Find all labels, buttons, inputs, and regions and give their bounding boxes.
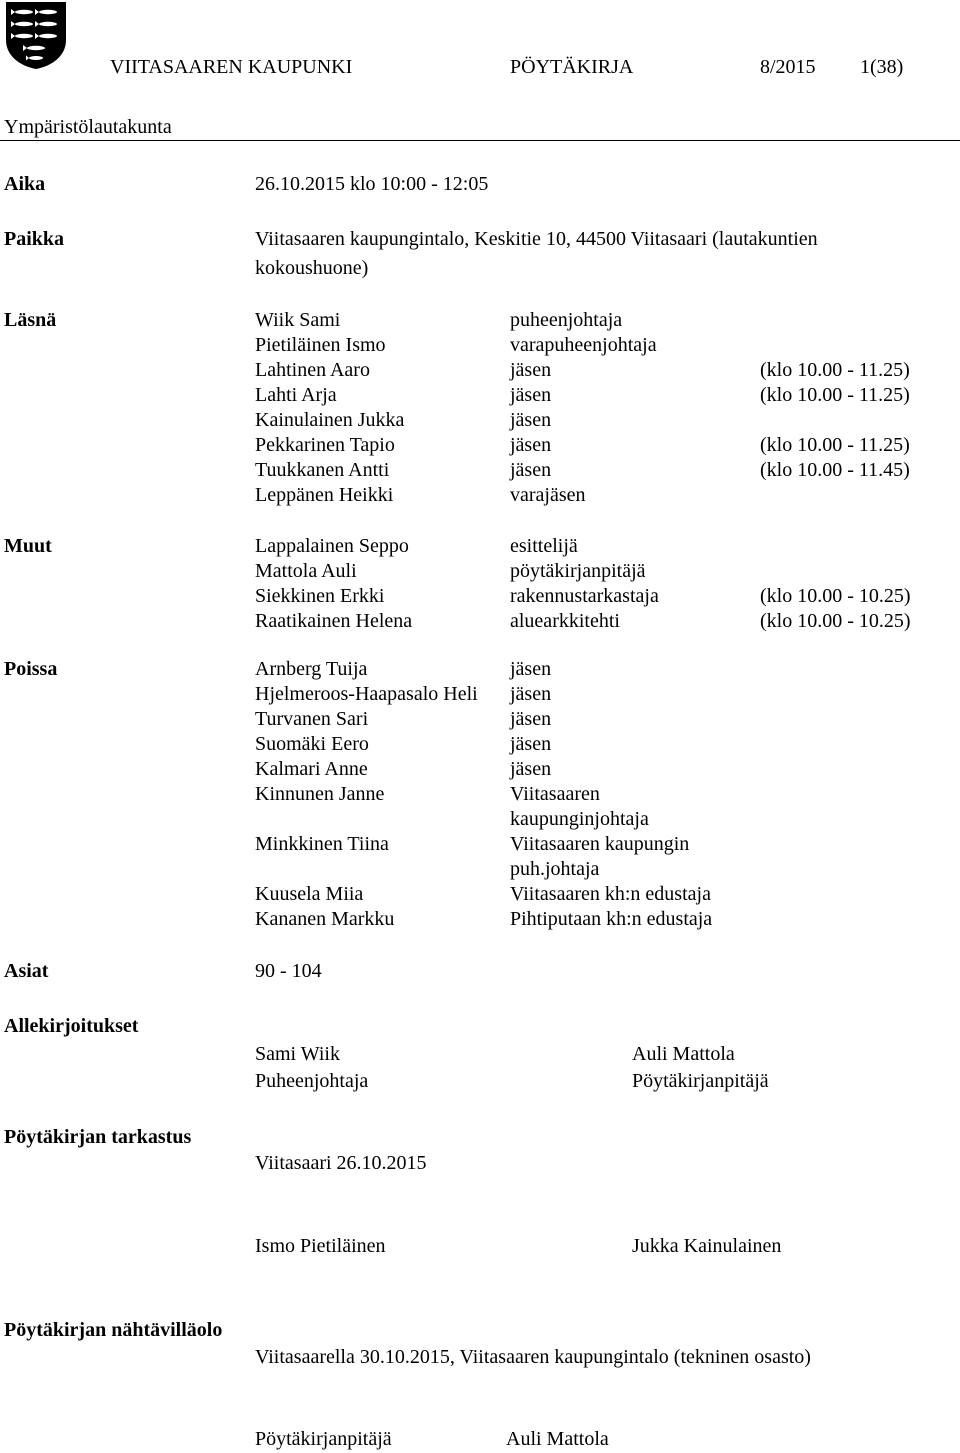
nahtavilla-label: Pöytäkirjan nähtävilläolo: [4, 1319, 223, 1341]
header-page: 1(38): [860, 56, 904, 78]
lasna-time: (klo 10.00 - 11.25): [760, 359, 910, 381]
muut-role: esittelijä: [510, 535, 578, 557]
lasna-name: Leppänen Heikki: [255, 484, 394, 506]
poissa-role: jäsen: [510, 658, 552, 680]
poissa-name: Kalmari Anne: [255, 758, 368, 780]
poissa-name: Minkkinen Tiina: [255, 833, 389, 855]
poissa-role: jäsen: [510, 758, 552, 780]
allekirjoitukset-label: Allekirjoitukset: [4, 1015, 139, 1037]
signer-secretary-name: Auli Mattola: [632, 1043, 735, 1065]
muut-time: (klo 10.00 - 10.25): [760, 610, 911, 632]
paikka-line1: Viitasaaren kaupungintalo, Keskitie 10, 44500 Viitasaari (lautakuntien: [255, 228, 818, 250]
lasna-role: puheenjohtaja: [510, 309, 623, 331]
poissa-label: Poissa: [4, 658, 58, 680]
lasna-name: Lahti Arja: [255, 384, 337, 406]
inspector-1-name: Ismo Pietiläinen: [255, 1235, 386, 1257]
signer-chair-title: Puheenjohtaja: [255, 1070, 369, 1092]
inspector-2-name: Jukka Kainulainen: [632, 1235, 782, 1257]
lasna-role: varajäsen: [510, 484, 586, 506]
poissa-role: jäsen: [510, 708, 552, 730]
lasna-name: Tuukkanen Antti: [255, 459, 390, 481]
poissa-name: Kinnunen Janne: [255, 783, 385, 805]
muut-role: aluearkkitehti: [510, 610, 620, 632]
poissa-name: Kuusela Miia: [255, 883, 364, 905]
muut-role: rakennustarkastaja: [510, 585, 659, 607]
poissa-role: Viitasaaren kaupungin: [510, 833, 690, 855]
lasna-name: Pekkarinen Tapio: [255, 434, 395, 456]
lasna-role: jäsen: [510, 459, 552, 481]
lasna-label: Läsnä: [4, 309, 57, 331]
muut-role: pöytäkirjanpitäjä: [510, 560, 646, 582]
nahtavilla-sign-name: Auli Mattola: [506, 1428, 609, 1450]
poissa-name: Hjelmeroos-Haapasalo Heli: [255, 683, 478, 705]
poissa-role: jäsen: [510, 733, 552, 755]
lasna-name: Kainulainen Jukka: [255, 409, 405, 431]
lasna-time: (klo 10.00 - 11.25): [760, 434, 910, 456]
muut-name: Mattola Auli: [255, 560, 357, 582]
nahtavilla-sign-title: Pöytäkirjanpitäjä: [255, 1428, 392, 1450]
asiat-label: Asiat: [4, 960, 49, 982]
lasna-name: Lahtinen Aaro: [255, 359, 370, 381]
poissa-role: jäsen: [510, 683, 552, 705]
lasna-name: Pietiläinen Ismo: [255, 334, 386, 356]
muut-name: Siekkinen Erkki: [255, 585, 385, 607]
tarkastus-label: Pöytäkirjan tarkastus: [4, 1126, 192, 1148]
poissa-role-cont: puh.johtaja: [510, 858, 600, 880]
paikka-label: Paikka: [4, 228, 65, 250]
poissa-role: Viitasaaren: [510, 783, 600, 805]
header-doc-type: PÖYTÄKIRJA: [510, 56, 634, 78]
aika-label: Aika: [4, 173, 46, 195]
header-board: Ympäristölautakunta: [4, 116, 172, 138]
header-divider: [0, 140, 960, 141]
poissa-role-cont: kaupunginjohtaja: [510, 808, 649, 830]
coat-of-arms-logo: [4, 0, 68, 70]
poissa-name: Kananen Markku: [255, 908, 395, 930]
asiat-value: 90 - 104: [255, 960, 322, 982]
lasna-role: jäsen: [510, 359, 552, 381]
header-city: VIITASAAREN KAUPUNKI: [110, 56, 353, 78]
tarkastus-place-date: Viitasaari 26.10.2015: [255, 1152, 427, 1174]
lasna-role: jäsen: [510, 409, 552, 431]
lasna-time: (klo 10.00 - 11.25): [760, 384, 910, 406]
muut-label: Muut: [4, 535, 52, 557]
muut-name: Raatikainen Helena: [255, 610, 413, 632]
lasna-time: (klo 10.00 - 11.45): [760, 459, 910, 481]
lasna-role: jäsen: [510, 384, 552, 406]
signer-secretary-title: Pöytäkirjanpitäjä: [632, 1070, 769, 1092]
poissa-name: Turvanen Sari: [255, 708, 369, 730]
header-number: 8/2015: [760, 56, 816, 78]
poissa-name: Suomäki Eero: [255, 733, 369, 755]
aika-value: 26.10.2015 klo 10:00 - 12:05: [255, 173, 489, 195]
muut-time: (klo 10.00 - 10.25): [760, 585, 911, 607]
poissa-name: Arnberg Tuija: [255, 658, 368, 680]
lasna-role: varapuheenjohtaja: [510, 334, 657, 356]
lasna-role: jäsen: [510, 434, 552, 456]
paikka-line2: kokoushuone): [255, 257, 369, 279]
nahtavilla-value: Viitasaarella 30.10.2015, Viitasaaren kaupungintalo (tekninen osasto): [255, 1346, 811, 1368]
signer-chair-name: Sami Wiik: [255, 1043, 340, 1065]
muut-name: Lappalainen Seppo: [255, 535, 409, 557]
poissa-role: Viitasaaren kh:n edustaja: [510, 883, 711, 905]
poissa-role: Pihtiputaan kh:n edustaja: [510, 908, 713, 930]
lasna-name: Wiik Sami: [255, 309, 341, 331]
